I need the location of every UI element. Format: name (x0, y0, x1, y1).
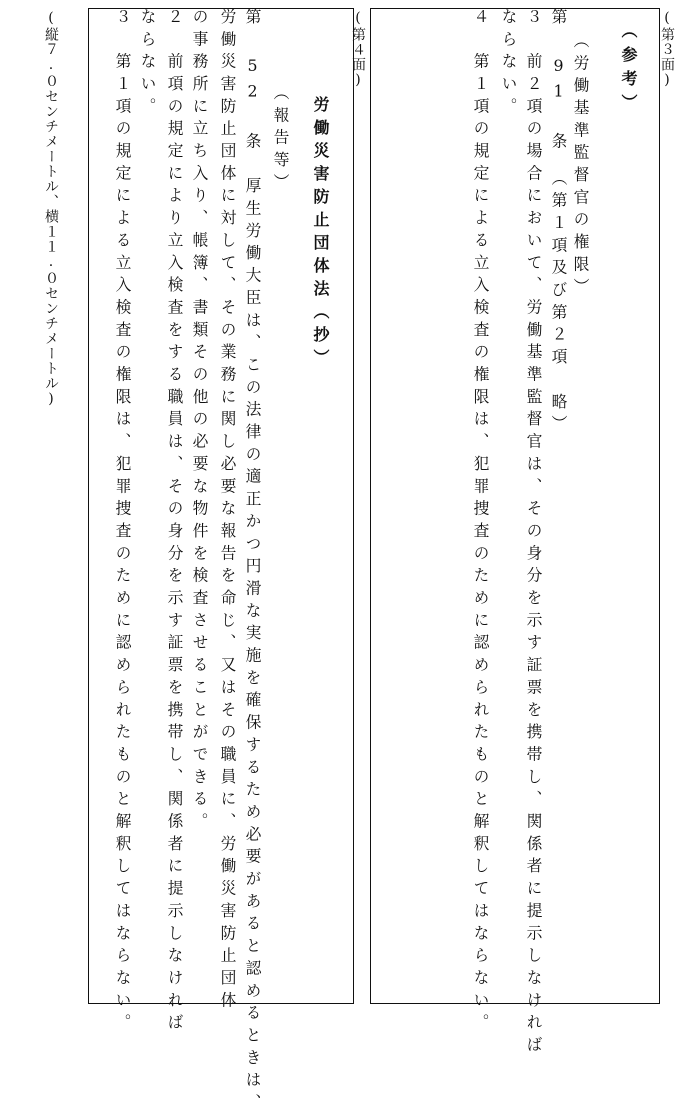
article-91-heading: 第 91 条 （第１項及び第２項 略） (549, 8, 568, 438)
article-caption: （労働基準監督官の権限） (571, 32, 590, 301)
paragraph-2-line-2: ならない。 (138, 8, 157, 120)
article-52-line-1: 第 52 条 厚生労働大臣は、この法律の適正かつ円滑な実施を確保するため必要があると認めるときは、 (243, 8, 262, 1116)
article-52-line-2: 労働災害防止団体に対して、その業務に関し必要な報告を命じ、又はその職員に、労働災害防止団体 (218, 8, 237, 1014)
article-52-line-3: の事務所に立ち入り、帳簿、書類その他の必要な物件を検査させることができる。 (190, 8, 209, 835)
paragraph-2-line-1: ２ 前項の規定により立入検査をする職員は、その身分を示す証票を携帯し、関係者に提示しなければ (165, 8, 184, 1037)
size-note: (縦７.０センチメートル、横１１.０センチメートル) (43, 10, 59, 408)
reference-title: （参考） (619, 22, 638, 118)
paragraph-3: ３ 第１項の規定による立入検査の権限は、犯罪捜査のために認められたものと解釈してはならない。 (113, 8, 132, 1037)
page-label-4: (第４面) (350, 10, 366, 89)
paragraph-4: ４ 第１項の規定による立入検査の権限は、犯罪捜査のために認められたものと解釈してはならない。 (471, 8, 490, 1037)
law-title: 労働災害防止団体法（抄） (311, 96, 330, 372)
page-label-3: (第３面) (659, 10, 675, 89)
article-caption: （報告等） (271, 84, 290, 196)
page3-panel (370, 8, 660, 1004)
paragraph-3-line-1: ３ 前２項の場合において、労働基準監督官は、その身分を示す証票を携帯し、関係者に提示しなければ (524, 8, 543, 1059)
paragraph-3-line-2: ならない。 (499, 8, 518, 120)
